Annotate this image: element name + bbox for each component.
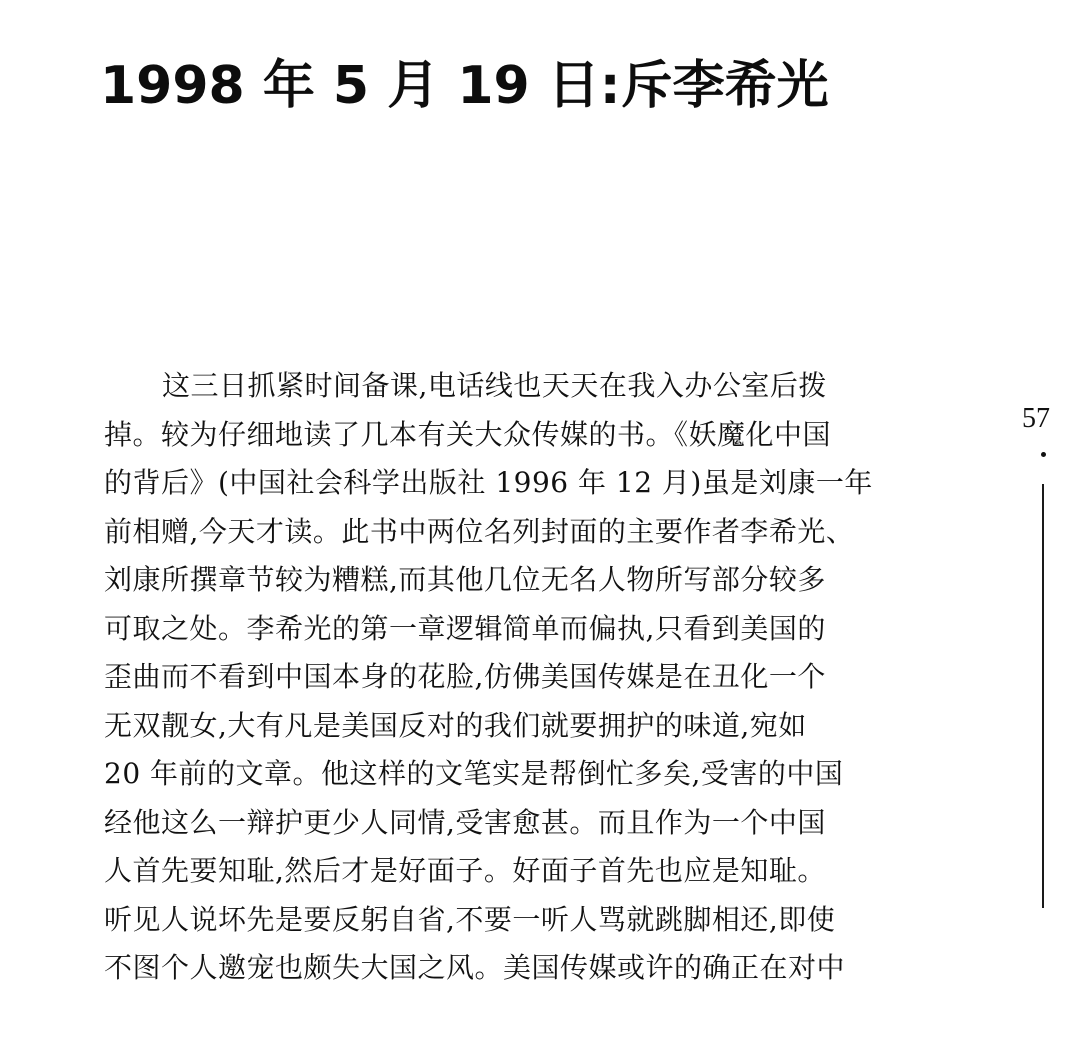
body-line: 经他这么一辩护更少人同情,受害愈甚。而且作为一个中国 xyxy=(104,805,826,839)
body-line: 听见人说坏先是要反躬自省,不要一听人骂就跳脚相还,即使 xyxy=(104,902,836,936)
body-line: 可取之处。李希光的第一章逻辑简单而偏执,只看到美国的 xyxy=(104,611,826,645)
body-line: 无双靓女,大有凡是美国反对的我们就要拥护的味道,宛如 xyxy=(104,708,807,742)
page-marker-dot xyxy=(1041,452,1046,457)
body-line: 前相赠,今天才读。此书中两位名列封面的主要作者李希光、 xyxy=(104,514,855,548)
chapter-title: 1998 年 5 月 19 日:斥李希光 xyxy=(100,56,829,116)
body-text xyxy=(104,362,984,993)
body-line: 歪曲而不看到中国本身的花脸,仿佛美国传媒是在丑化一个 xyxy=(104,660,826,693)
body-line: 的背后》(中国社会科学出版社 1996 年 12 月)虽是刘康一年 xyxy=(104,466,873,499)
page-number: 57 xyxy=(1022,403,1050,434)
body-line: 人首先要知耻,然后才是好面子。好面子首先也应是知耻。 xyxy=(104,854,826,887)
margin-rule xyxy=(1042,484,1044,908)
body-line: 掉。较为仔细地读了几本有关大众传媒的书。《妖魔化中国 xyxy=(104,417,832,451)
body-line: 20 年前的文章。他这样的文笔实是帮倒忙多矣,受害的中国 xyxy=(104,757,844,790)
body-line: 不图个人邀宠也颇失大国之风。美国传媒或许的确正在对中 xyxy=(104,951,846,984)
body-line: 刘康所撰章节较为糟糕,而其他几位无名人物所写部分较多 xyxy=(104,563,826,596)
body-line: 这三日抓紧时间备课,电话线也天天在我入办公室后拨 xyxy=(162,369,827,402)
